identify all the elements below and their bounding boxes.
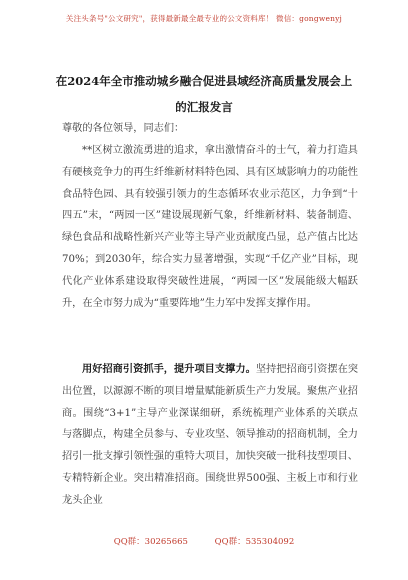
paragraph-2-lead: 用好招商引资抓手，提升项目支撑力。	[82, 363, 256, 375]
title-line-2: 的汇报发言	[175, 100, 233, 114]
paragraph-2	[62, 359, 358, 512]
footer-qq-group-1: QQ群：30265665	[113, 537, 188, 547]
footer	[0, 536, 408, 548]
salutation: 尊敬的各位领导，同志们：	[62, 123, 185, 134]
footer-qq-group-2: QQ群：535304092	[214, 537, 295, 547]
header-banner: 关注头条号"公文研究"，获得最新最全最专业的公文资料库！ 微信：gongwenyj	[65, 14, 343, 23]
paragraph-1: **区树立激流勇进的追求，拿出激情奋斗的士气，着力打造具有硬核竞争力的再生纤维新材料特色园、具有区域影响力的功能性食品特色园、具有较强引领力的生态循环农业示范区，力争到“十四五”末，“两园一区”建设展现新气象，纤维新材料、装备制造、绿色食品和战略性新兴产业等主导产业贡献度凸显，总产值占比达70%；到2030年，综合实力显著增强，实现“千亿产业”目标，现代化产业体系建设取得突破性进展，“两园一区”发展能级大幅跃升，在全市努力成为“重要阵地”生力军中发挥支撑作用。	[62, 145, 358, 309]
title-line-1: 在2024年全市推动城乡融合促进县域经济高质量发展会上	[55, 74, 353, 88]
document-title	[40, 68, 368, 120]
paragraph-2-body: 坚持把招商引资摆在突出位置，以源源不断的项目增量赋能新质生产力发展。聚焦产业招商。围绕“3+1”主导产业深谋细研，系统梳理产业体系的关联点与落脚点，构建全员参与、专业攻坚、领导推动的招商机制，全力招引一批支撑引领性强的重特大项目，加快突破一批科技型项目、专精特新企业。突出精准招商。围绕世界500强、主板上市和行业龙头企业	[62, 364, 359, 506]
